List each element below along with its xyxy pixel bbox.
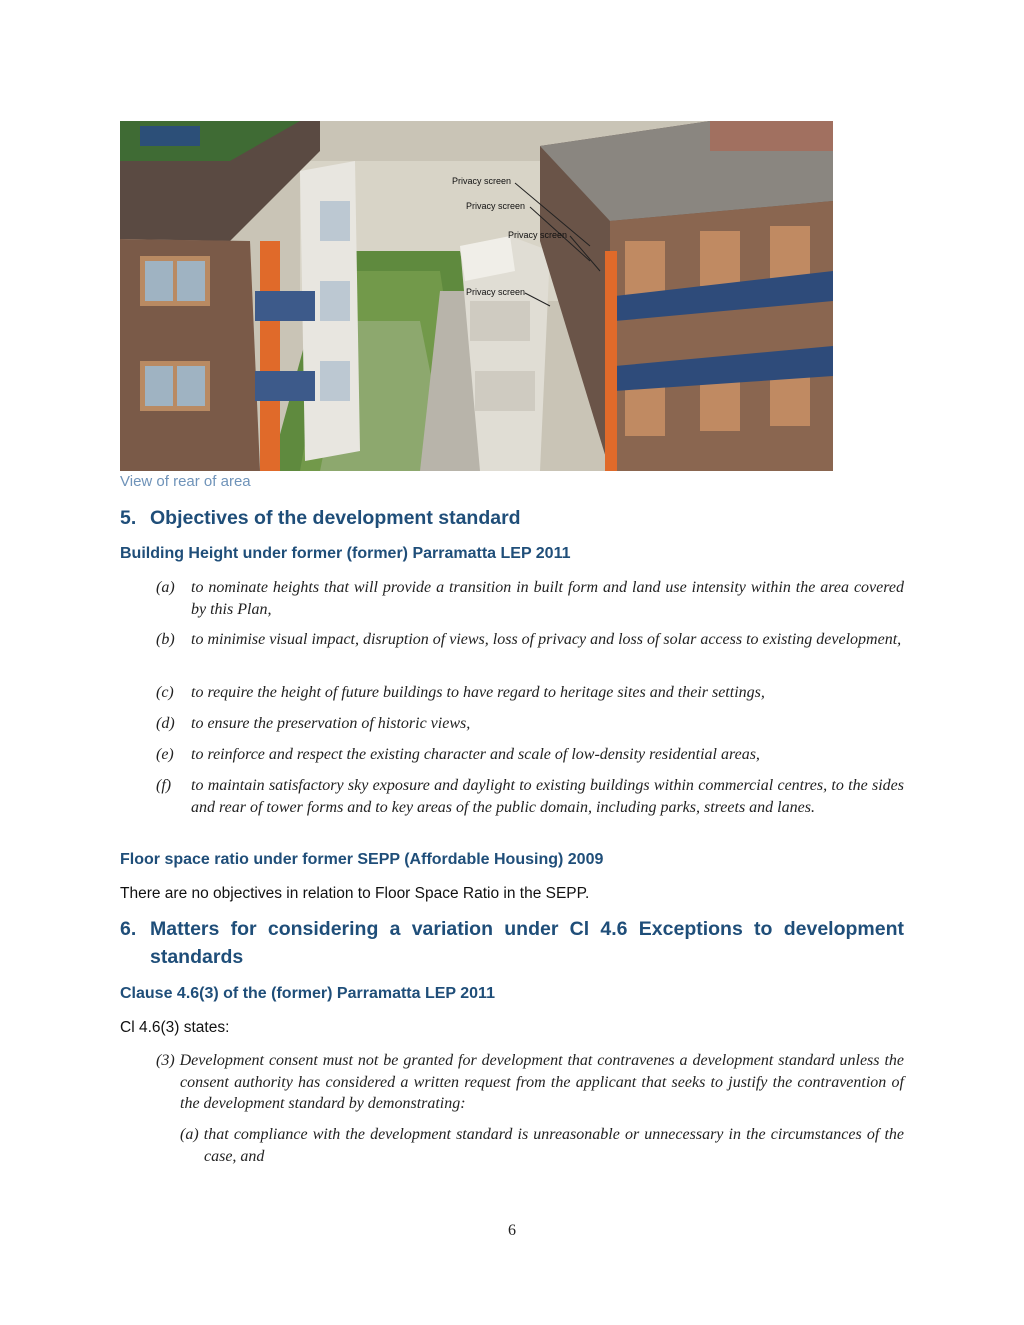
fsr-subheading: Floor space ratio under former SEPP (Affordable Housing) 2009 [120, 851, 604, 868]
section-6-title-line-2: standards [150, 946, 244, 968]
section-6-title-line-1: Matters for considering a variation under Cl 4.6 Exceptions to development [150, 918, 904, 940]
section-6-number: 6. [120, 918, 137, 940]
objective-label: (a) [156, 579, 175, 596]
objective-text: to minimise visual impact, disruption of views, loss of privacy and loss of solar access to existing development, [191, 631, 902, 648]
privacy-screen-callout-4: Privacy screen [466, 287, 526, 297]
quoted-clause-a-text: (a) that compliance with the development standard is unreasonable or unnecessary in the circumstances of the case, and [180, 1126, 904, 1165]
privacy-screen-callout-1: Privacy screen [452, 176, 512, 186]
objective-c [156, 682, 904, 704]
figure-caption: View of rear of area [120, 473, 251, 490]
objective-label: (c) [156, 684, 174, 701]
building-rendering-image [120, 121, 833, 471]
page-number: 6 [508, 1222, 516, 1239]
objective-a [156, 577, 904, 620]
clause-intro: Cl 4.6(3) states: [120, 1019, 230, 1036]
objective-b [156, 629, 904, 651]
rear-view-rendering [120, 121, 833, 471]
section-5-heading [120, 507, 521, 530]
objective-text: to nominate heights that will provide a transition in built form and land use intensity within the area covered by this Plan, [191, 579, 904, 618]
fsr-paragraph: There are no objectives in relation to Floor Space Ratio in the SEPP. [120, 885, 590, 902]
quoted-clause-3 [156, 1050, 904, 1115]
section-5-title: Objectives of the development standard [150, 507, 521, 529]
objective-text: to require the height of future buildings to have regard to heritage sites and their settings, [191, 684, 765, 701]
building-height-subheading: Building Height under former (former) Parramatta LEP 2011 [120, 545, 571, 562]
section-6-heading [120, 918, 904, 969]
objective-label: (e) [156, 746, 174, 763]
objective-text: to maintain satisfactory sky exposure and daylight to existing buildings within commercial centres, to the sides and rear of tower forms and to key areas of the public domain, including parks, streets and lanes. [191, 777, 904, 816]
section-5-number: 5. [120, 507, 137, 529]
objective-text: to ensure the preservation of historic views, [191, 715, 471, 732]
quoted-clause-3-text: (3) Development consent must not be granted for development that contravenes a development standard unless the consent authority has considered a written request from the applicant that seeks to justify the contravention of the development standard by demonstrating: [156, 1052, 904, 1112]
objective-label: (b) [156, 631, 175, 648]
clause-4-6-3-subheading: Clause 4.6(3) of the (former) Parramatta LEP 2011 [120, 985, 495, 1002]
quoted-clause-a [180, 1124, 904, 1167]
objective-f [156, 775, 904, 818]
objective-e [156, 744, 904, 766]
objective-d [156, 713, 904, 735]
objective-label: (f) [156, 777, 172, 794]
privacy-screen-callout-3: Privacy screen [508, 230, 568, 240]
privacy-screen-callout-2: Privacy screen [466, 201, 526, 211]
objective-label: (d) [156, 715, 175, 732]
objective-text: to reinforce and respect the existing character and scale of low-density residential areas, [191, 746, 760, 763]
